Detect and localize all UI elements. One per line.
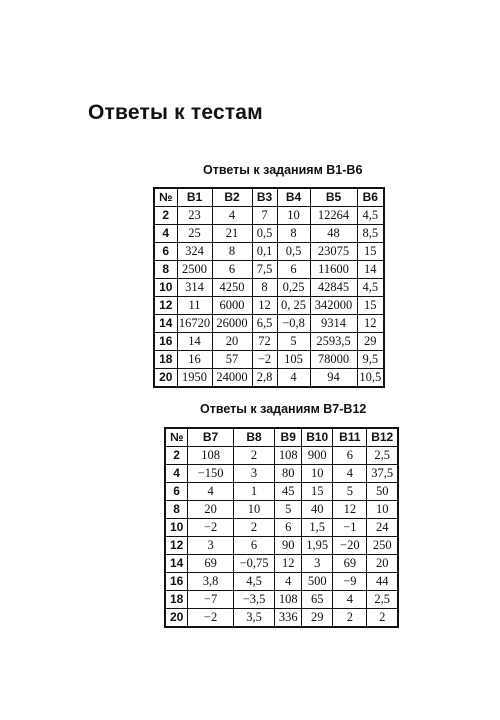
answer-cell: 1,5	[302, 519, 333, 537]
answer-cell: 4	[333, 591, 367, 609]
answer-cell: 105	[277, 351, 310, 369]
answer-cell: 0,5	[277, 243, 310, 261]
answer-cell: −3,5	[233, 591, 274, 609]
answer-cell: −2	[188, 519, 234, 537]
table-row	[154, 279, 384, 297]
answer-cell: 4	[275, 573, 302, 591]
answer-cell: 5	[275, 501, 302, 519]
answer-cell: 6	[212, 261, 252, 279]
answer-cell: −150	[188, 465, 234, 483]
answer-cell: 108	[275, 591, 302, 609]
answer-cell: 1950	[177, 369, 212, 388]
answer-cell: 3	[233, 465, 274, 483]
answer-cell: 7	[252, 207, 277, 225]
answer-cell: 94	[310, 369, 357, 388]
column-header: №	[154, 188, 177, 207]
task-number-cell: 18	[154, 351, 177, 369]
column-header: B8	[233, 428, 274, 447]
answer-cell: 10,5	[357, 369, 384, 388]
answer-cell: 3	[302, 555, 333, 573]
answer-cell: 0,5	[252, 225, 277, 243]
answer-cell: −0,8	[277, 315, 310, 333]
table-row	[154, 243, 384, 261]
answer-cell: 1	[233, 483, 274, 501]
table-row	[165, 537, 398, 555]
column-header: B12	[367, 428, 398, 447]
answer-cell: 324	[177, 243, 212, 261]
column-header: B1	[177, 188, 212, 207]
answer-cell: 900	[302, 447, 333, 465]
table-row	[154, 333, 384, 351]
answers-table-b7-b12	[164, 427, 399, 628]
answer-cell: 12	[357, 315, 384, 333]
answer-cell: 48	[310, 225, 357, 243]
task-number-cell: 20	[154, 369, 177, 388]
answer-cell: 90	[275, 537, 302, 555]
answer-cell: 65	[302, 591, 333, 609]
answer-cell: 20	[367, 555, 398, 573]
answer-cell: 21	[212, 225, 252, 243]
table-row	[165, 501, 398, 519]
table-row	[154, 297, 384, 315]
table-row	[165, 555, 398, 573]
answer-cell: 80	[275, 465, 302, 483]
task-number-cell: 14	[154, 315, 177, 333]
answer-cell: 57	[212, 351, 252, 369]
answer-cell: 15	[357, 243, 384, 261]
answer-cell: 8	[212, 243, 252, 261]
answer-cell: 15	[302, 483, 333, 501]
column-header: №	[165, 428, 188, 447]
answer-cell: −20	[333, 537, 367, 555]
table-row	[165, 519, 398, 537]
table-header-row	[165, 428, 398, 447]
answer-cell: 72	[252, 333, 277, 351]
answer-cell: −2	[188, 609, 234, 628]
answer-cell: 2	[367, 609, 398, 628]
table-row	[165, 591, 398, 609]
answer-cell: 6000	[212, 297, 252, 315]
answer-cell: 108	[188, 447, 234, 465]
answer-cell: 2593,5	[310, 333, 357, 351]
answer-cell: 10	[277, 207, 310, 225]
answer-cell: 37,5	[367, 465, 398, 483]
task-number-cell: 16	[165, 573, 188, 591]
answer-cell: 23	[177, 207, 212, 225]
answer-cell: 12	[252, 297, 277, 315]
task-number-cell: 20	[165, 609, 188, 628]
table-row	[165, 483, 398, 501]
answer-cell: 45	[275, 483, 302, 501]
answer-cell: 40	[302, 501, 333, 519]
answer-cell: 4	[212, 207, 252, 225]
answer-cell: −9	[333, 573, 367, 591]
answer-cell: 24000	[212, 369, 252, 388]
table-header-row	[154, 188, 384, 207]
table-row	[165, 465, 398, 483]
section-title-b7-b12: Ответы к заданиям B7-B12	[200, 402, 367, 416]
answer-cell: 69	[333, 555, 367, 573]
column-header: B6	[357, 188, 384, 207]
task-number-cell: 8	[154, 261, 177, 279]
answer-cell: 7,5	[252, 261, 277, 279]
task-number-cell: 18	[165, 591, 188, 609]
task-number-cell: 6	[165, 483, 188, 501]
answer-cell: 44	[367, 573, 398, 591]
task-number-cell: 6	[154, 243, 177, 261]
column-header: B11	[333, 428, 367, 447]
answer-cell: 15	[357, 297, 384, 315]
answer-cell: 69	[188, 555, 234, 573]
column-header: B4	[277, 188, 310, 207]
answers-table-b1-b6	[153, 187, 385, 388]
answer-cell: 16	[177, 351, 212, 369]
answer-cell: 108	[275, 447, 302, 465]
answer-cell: 0,1	[252, 243, 277, 261]
column-header: B2	[212, 188, 252, 207]
answer-cell: 2500	[177, 261, 212, 279]
table-row	[154, 351, 384, 369]
answer-cell: 12264	[310, 207, 357, 225]
answer-cell: 3,8	[188, 573, 234, 591]
answer-cell: 12	[275, 555, 302, 573]
task-number-cell: 2	[154, 207, 177, 225]
answer-cell: 4	[188, 483, 234, 501]
answer-cell: 2	[233, 447, 274, 465]
table-row	[154, 225, 384, 243]
answer-cell: 6,5	[252, 315, 277, 333]
answer-cell: 9,5	[357, 351, 384, 369]
table-row	[165, 447, 398, 465]
answer-cell: 3,5	[233, 609, 274, 628]
table-row	[154, 315, 384, 333]
answer-cell: 50	[367, 483, 398, 501]
answer-cell: 14	[357, 261, 384, 279]
answer-cell: 12	[333, 501, 367, 519]
table-row	[165, 573, 398, 591]
answer-cell: 42845	[310, 279, 357, 297]
answer-cell: 26000	[212, 315, 252, 333]
task-number-cell: 8	[165, 501, 188, 519]
answer-cell: 4	[277, 369, 310, 388]
answer-cell: 4,5	[233, 573, 274, 591]
table-row	[154, 369, 384, 388]
column-header: B3	[252, 188, 277, 207]
answer-cell: 8	[252, 279, 277, 297]
answer-cell: 20	[188, 501, 234, 519]
answer-cell: 11	[177, 297, 212, 315]
answer-cell: 10	[367, 501, 398, 519]
answer-cell: 342000	[310, 297, 357, 315]
answer-cell: 5	[333, 483, 367, 501]
task-number-cell: 14	[165, 555, 188, 573]
answer-cell: 10	[302, 465, 333, 483]
page-title: Ответы к тестам	[88, 101, 263, 124]
answer-cell: 78000	[310, 351, 357, 369]
answer-cell: 29	[302, 609, 333, 628]
answer-cell: 6	[277, 261, 310, 279]
answer-cell: 500	[302, 573, 333, 591]
table-row	[154, 207, 384, 225]
answer-cell: 8,5	[357, 225, 384, 243]
answer-cell: 6	[333, 447, 367, 465]
table-row	[154, 261, 384, 279]
answer-cell: 3	[188, 537, 234, 555]
task-number-cell: 10	[165, 519, 188, 537]
table-row	[165, 609, 398, 628]
column-header: B5	[310, 188, 357, 207]
answer-cell: 4,5	[357, 279, 384, 297]
answer-cell: 4250	[212, 279, 252, 297]
answer-cell: 10	[233, 501, 274, 519]
answer-cell: 11600	[310, 261, 357, 279]
task-number-cell: 16	[154, 333, 177, 351]
answer-cell: 0,25	[277, 279, 310, 297]
answer-cell: −1	[333, 519, 367, 537]
answer-cell: 14	[177, 333, 212, 351]
answer-cell: 336	[275, 609, 302, 628]
answer-cell: −2	[252, 351, 277, 369]
answer-cell: 314	[177, 279, 212, 297]
answer-cell: 25	[177, 225, 212, 243]
answer-cell: 9314	[310, 315, 357, 333]
answer-cell: 4	[333, 465, 367, 483]
answer-cell: 8	[277, 225, 310, 243]
answer-cell: 2,8	[252, 369, 277, 388]
answer-cell: 250	[367, 537, 398, 555]
task-number-cell: 4	[165, 465, 188, 483]
column-header: B10	[302, 428, 333, 447]
answer-cell: 0, 25	[277, 297, 310, 315]
answer-cell: 4,5	[357, 207, 384, 225]
answer-cell: 6	[233, 537, 274, 555]
answer-cell: 2,5	[367, 447, 398, 465]
column-header: B9	[275, 428, 302, 447]
task-number-cell: 4	[154, 225, 177, 243]
answer-cell: −0,75	[233, 555, 274, 573]
task-number-cell: 2	[165, 447, 188, 465]
answer-cell: 2	[333, 609, 367, 628]
answer-cell: −7	[188, 591, 234, 609]
column-header: B7	[188, 428, 234, 447]
answer-cell: 16720	[177, 315, 212, 333]
answer-cell: 2,5	[367, 591, 398, 609]
answer-cell: 24	[367, 519, 398, 537]
task-number-cell: 12	[154, 297, 177, 315]
answer-cell: 29	[357, 333, 384, 351]
answer-cell: 2	[233, 519, 274, 537]
answer-cell: 6	[275, 519, 302, 537]
section-title-b1-b6: Ответы к заданиям B1-B6	[203, 163, 363, 177]
answer-cell: 5	[277, 333, 310, 351]
task-number-cell: 10	[154, 279, 177, 297]
task-number-cell: 12	[165, 537, 188, 555]
answer-cell: 20	[212, 333, 252, 351]
answer-cell: 23075	[310, 243, 357, 261]
answer-cell: 1,95	[302, 537, 333, 555]
